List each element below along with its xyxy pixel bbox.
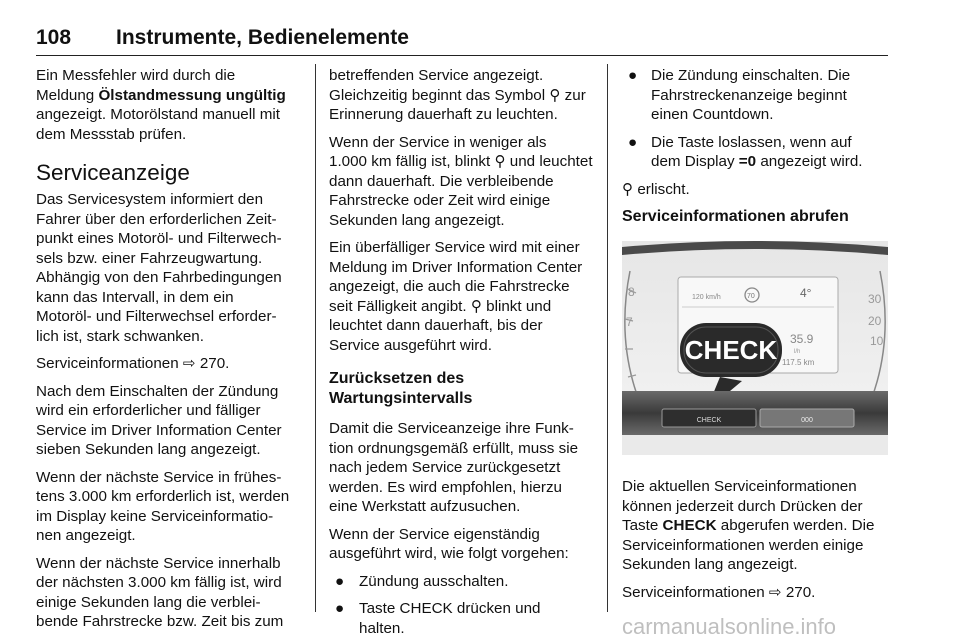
text-run: lich ist, stark schwanken. (36, 327, 204, 345)
text-line (651, 66, 888, 86)
text-run: der nächsten 3.000 km fällig ist, wird (36, 574, 282, 591)
text-line (36, 612, 300, 632)
text-line (329, 336, 597, 356)
text-line (36, 125, 300, 145)
text-run: seit Fälligkeit angibt. ⚲ blinkt und (329, 297, 552, 315)
text-line (329, 105, 597, 125)
paragraph (36, 468, 300, 546)
text-run: Ein Messfehler wird durch die (36, 67, 236, 84)
text-run: Die Zündung einschalten. Die (651, 67, 851, 84)
text-line (329, 478, 597, 498)
display-temperature: 4° (800, 286, 812, 300)
bold-term: CHECK (662, 517, 717, 534)
bullet-list (329, 572, 597, 639)
text-run: nen angezeigt. (36, 527, 136, 544)
text-line (36, 468, 300, 488)
paragraph (622, 477, 888, 575)
text-line (622, 583, 888, 603)
paragraph (36, 382, 300, 460)
text-line (36, 526, 300, 546)
text-run: Abhängig von den Fahrbedingungen (36, 269, 282, 286)
text-run: halten. (359, 619, 405, 637)
text-line (622, 536, 888, 556)
text-line (329, 277, 597, 297)
text-run: Ein überfälliger Service wird mit einer (329, 239, 580, 256)
text-run: ⚲ erlischt. (622, 180, 690, 198)
text-run: Serviceinformationen ⇨ 270. (36, 355, 230, 372)
text-run: Wenn der nächste Service in frühes- (36, 468, 282, 486)
text-run: einige Sekunden lang die verblei- (36, 593, 261, 611)
paragraph (329, 133, 597, 231)
text-line (36, 105, 300, 125)
section-heading: Serviceanzeige (36, 160, 190, 185)
text-run: Serviceinformationen ⇨ 270. (622, 583, 816, 601)
text-line (36, 487, 300, 507)
instrument-cluster-illustration (622, 241, 888, 455)
text-run: Damit die Serviceanzeige ihre Funk- (329, 420, 574, 437)
text-run: Wenn der nächste Service innerhalb (36, 554, 281, 572)
page-number: 108 (36, 26, 72, 49)
text-line (36, 288, 300, 308)
callout-label: CHECK (684, 335, 778, 365)
text-line (329, 439, 597, 459)
paragraph (329, 525, 597, 564)
text-line (329, 86, 597, 106)
text-run: werden. Es wird empfohlen, hierzu (329, 478, 562, 496)
check-button-label: CHECK (696, 417, 722, 424)
bullet-list (622, 66, 888, 172)
text-line (329, 133, 597, 153)
text-line (359, 599, 597, 619)
text-run: einen Countdown. (651, 106, 774, 123)
text-line (36, 507, 300, 527)
bullet-item (329, 599, 597, 638)
text-run: Wenn der Service in weniger als (329, 133, 547, 151)
subsection-heading (329, 369, 597, 409)
bullet-item (329, 572, 597, 592)
text-run: Service im Driver Information Center (36, 421, 282, 439)
heading-line: Zurücksetzen des (329, 370, 465, 387)
bullet-icon: ● (335, 572, 345, 590)
text-run: Das Servicesystem informiert den (36, 191, 264, 208)
paragraph (329, 419, 597, 517)
text-run: angezeigt wird. (756, 153, 863, 170)
text-line (651, 133, 888, 153)
column-1 (36, 66, 300, 640)
heading-line: Wartungsintervalls (329, 390, 473, 407)
text-run: können jederzeit durch Drücken der (622, 497, 863, 515)
text-run: Wenn der Service eigenständig (329, 525, 540, 543)
text-line (329, 66, 597, 86)
text-line (36, 554, 300, 574)
bold-term: =0 (738, 153, 757, 170)
text-line (329, 258, 597, 278)
gauge-label: 7 (626, 315, 633, 329)
text-line (651, 105, 888, 125)
text-run: Fahrer über den erforderlichen Zeit- (36, 210, 277, 228)
text-line (329, 458, 597, 478)
text-line (359, 619, 597, 639)
paragraph (622, 180, 888, 200)
text-line (329, 211, 597, 231)
text-line (36, 210, 300, 230)
text-line (36, 229, 300, 249)
text-run: Serviceinformationen werden einige (622, 536, 864, 554)
text-run: betreffenden Service angezeigt. (329, 67, 544, 84)
text-run: Motoröl- und Filterwechsel erforder- (36, 308, 277, 325)
text-line (622, 555, 888, 575)
text-run: Fahrstrecke oder Zeit wird einige (329, 192, 551, 209)
paragraph (36, 66, 300, 144)
text-line (36, 66, 300, 86)
gauge-label: 8 (628, 285, 635, 299)
paragraph (329, 238, 597, 355)
running-title: Instrumente, Bedienelemente (116, 26, 409, 49)
text-line (622, 497, 888, 517)
text-line (36, 307, 300, 327)
text-run: Nach dem Einschalten der Zündung (36, 382, 279, 400)
watermark: carmanualsonline.info (622, 614, 837, 639)
text-run: bende Fahrstrecke bzw. Zeit bis zum (36, 613, 284, 630)
text-line (36, 421, 300, 441)
text-line (36, 249, 300, 269)
text-run: sieben Sekunden lang angezeigt. (36, 441, 261, 458)
text-run: 1.000 km fällig ist, blinkt ⚲ und leuchtet (329, 153, 593, 170)
text-line (36, 401, 300, 421)
page-header (36, 26, 888, 56)
subsection-heading: Serviceinformationen abrufen (622, 208, 849, 225)
bullet-item (622, 133, 888, 172)
text-line (36, 440, 300, 460)
text-run: Taste (622, 517, 663, 534)
text-line (36, 268, 300, 288)
column-divider (607, 64, 608, 612)
bullet-item (622, 66, 888, 125)
text-run: Gleichzeitig beginnt das Symbol ⚲ zur (329, 86, 586, 104)
text-run: dem Messstab prüfen. (36, 125, 187, 143)
paragraph (329, 66, 597, 125)
paragraph (36, 190, 300, 346)
text-line (622, 516, 888, 536)
gauge-label: 30 (868, 292, 882, 306)
text-line (36, 354, 300, 374)
text-line (36, 593, 300, 613)
text-run: im Display keine Serviceinformatio- (36, 507, 274, 525)
column-2 (329, 66, 597, 642)
text-run: ausgeführt wird, wie folgt vorgehen: (329, 545, 569, 562)
display-unit: l/h (794, 349, 801, 355)
cross-reference[interactable] (622, 583, 888, 603)
text-line (36, 86, 300, 106)
text-line (329, 297, 597, 317)
text-run: sels bzw. einer Fahrzeugwartung. (36, 249, 263, 267)
text-run: Die Taste loslassen, wenn auf (651, 133, 852, 151)
text-run: abgerufen werden. Die (716, 517, 875, 534)
cross-reference[interactable] (36, 354, 300, 374)
trip-button-label: 000 (801, 417, 813, 424)
text-line (651, 86, 888, 106)
text-line (622, 477, 888, 497)
text-line (359, 572, 597, 592)
display-value: 35.9 (790, 332, 814, 346)
paragraph (36, 554, 300, 632)
text-line (36, 573, 300, 593)
text-run: Meldung (36, 86, 99, 104)
text-line (36, 190, 300, 210)
text-run: tion ordnungsgemäß erfüllt, muss sie (329, 439, 579, 457)
text-run: Fahrstreckenanzeige beginnt (651, 86, 847, 104)
text-line (329, 419, 597, 439)
text-line (36, 382, 300, 402)
text-run: Sekunden lang angezeigt. (622, 556, 798, 573)
text-run: angezeigt, die auch die Fahrstrecke (329, 278, 570, 295)
text-run: Die aktuellen Serviceinformationen (622, 478, 857, 495)
text-run: Taste CHECK drücken und (359, 600, 541, 617)
gauge-label: 10 (870, 334, 884, 348)
text-run: leuchtet dann dauerhaft, bis der (329, 317, 543, 334)
display-range: 117.5 km (782, 358, 815, 367)
text-run: eine Werkstatt aufzusuchen. (329, 498, 521, 515)
text-run: wird ein erforderlicher und fälliger (36, 402, 261, 419)
text-run: Service ausgeführt wird. (329, 336, 492, 354)
text-run: Erinnerung dauerhaft zu leuchten. (329, 106, 558, 123)
display-speed: 120 km/h (692, 294, 721, 301)
text-run: Meldung im Driver Information Center (329, 258, 583, 276)
text-line (329, 544, 597, 564)
text-run: nach jedem Service zurückgesetzt (329, 459, 561, 476)
column-3 (622, 66, 888, 610)
text-run: angezeigt. Motorölstand manuell mit (36, 106, 280, 123)
text-line (329, 525, 597, 545)
column-divider (315, 64, 316, 612)
text-line (329, 316, 597, 336)
text-run: kann das Intervall, in dem ein (36, 288, 234, 306)
text-line (329, 191, 597, 211)
bullet-icon: ● (628, 133, 638, 151)
text-line (622, 180, 888, 200)
display-limit: 70 (747, 293, 755, 300)
text-run: dann dauerhaft. Die verbleibende (329, 172, 554, 190)
bullet-icon: ● (628, 67, 638, 84)
bold-term: Ölstandmessung ungültig (98, 86, 286, 104)
bullet-icon: ● (335, 600, 345, 617)
text-run: Zündung ausschalten. (359, 572, 509, 590)
gauge-label: 20 (868, 314, 882, 328)
text-run: dem Display (651, 153, 739, 170)
text-line (329, 497, 597, 517)
text-line (329, 152, 597, 172)
text-line (36, 327, 300, 347)
text-run: Sekunden lang angezeigt. (329, 211, 505, 229)
text-line (329, 238, 597, 258)
text-line (329, 172, 597, 192)
text-run: punkt eines Motoröl- und Filterwech- (36, 230, 282, 247)
text-run: tens 3.000 km erforderlich ist, werden (36, 488, 290, 505)
text-line (651, 152, 888, 172)
